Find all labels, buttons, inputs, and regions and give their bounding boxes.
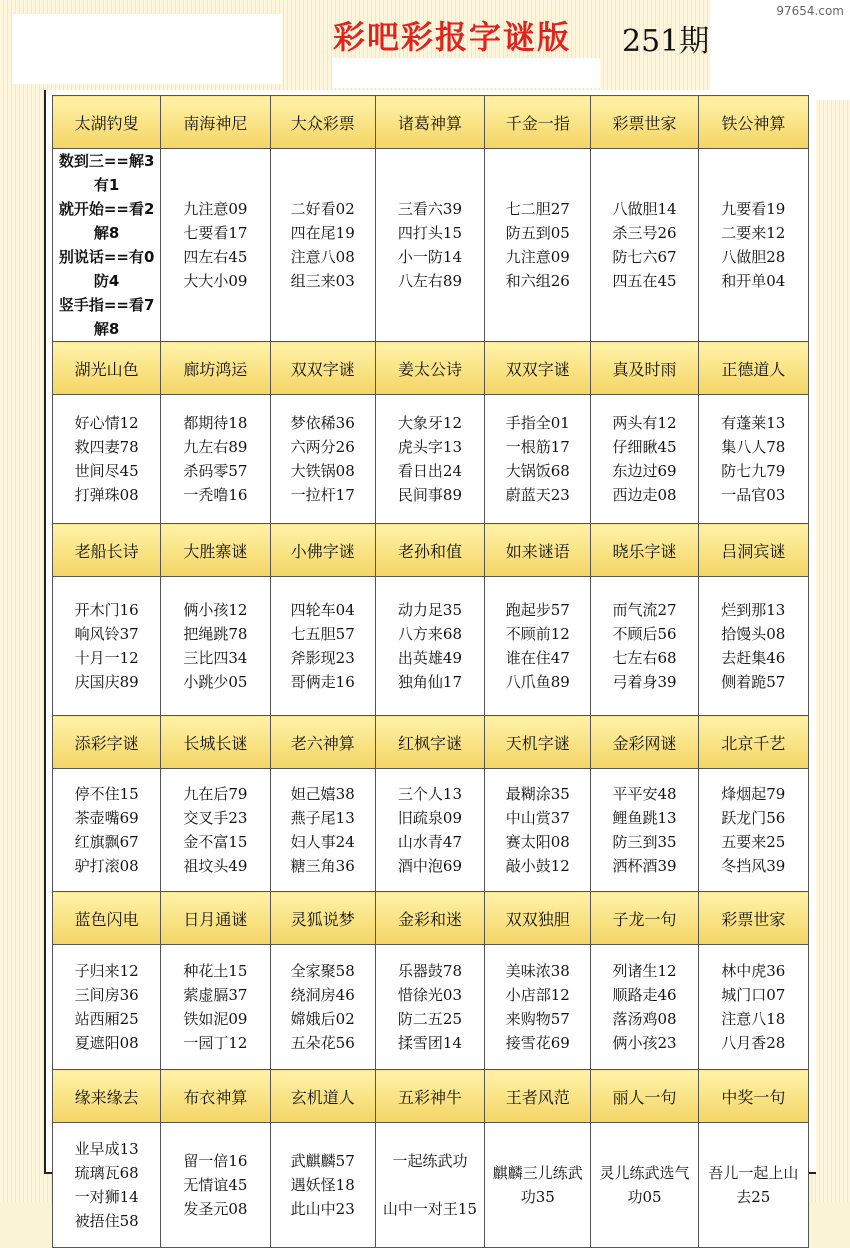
riddle-line: 一对狮14 xyxy=(74,1188,139,1206)
riddle-line: 注意八08 xyxy=(290,248,355,266)
column-header: 中奖一句 xyxy=(698,1070,808,1123)
riddle-row xyxy=(53,149,809,342)
riddle-cell xyxy=(53,1123,161,1248)
riddle-cell xyxy=(591,149,698,342)
riddle-line: 打弹珠08 xyxy=(74,486,139,504)
riddle-line: 灵儿练武选气 xyxy=(599,1164,690,1182)
riddle-cell xyxy=(591,395,698,524)
riddle-line: 中山赏37 xyxy=(505,809,570,827)
riddle-line: 数到三==解3有1 xyxy=(58,152,155,194)
riddle-line: 杀三号26 xyxy=(612,224,677,242)
column-header: 双双字谜 xyxy=(270,342,375,395)
riddle-line: 和六组26 xyxy=(505,272,570,290)
riddle-line: 五朵花56 xyxy=(290,1034,355,1052)
riddle-line: 六两分26 xyxy=(290,438,355,456)
riddle-line: 五要来25 xyxy=(721,833,786,851)
riddle-line: 功05 xyxy=(627,1188,662,1206)
riddle-line: 防七六67 xyxy=(612,248,677,266)
riddle-cell xyxy=(53,577,161,716)
riddle-row xyxy=(53,945,809,1070)
column-header: 金彩和迷 xyxy=(375,892,484,945)
column-header: 金彩网谜 xyxy=(591,716,698,769)
riddle-line: 停不住15 xyxy=(74,785,139,803)
riddle-line: 西边走08 xyxy=(612,486,677,504)
riddle-line: 麒麟三儿练武 xyxy=(492,1164,583,1182)
riddle-line: 山水青47 xyxy=(397,833,463,851)
riddle-cell xyxy=(485,577,591,716)
riddle-line: 功35 xyxy=(520,1188,555,1206)
riddle-table xyxy=(52,95,809,1248)
column-header: 大胜寨谜 xyxy=(161,524,270,577)
riddle-line: 子归来12 xyxy=(74,962,139,980)
riddle-line: 防三到35 xyxy=(612,833,677,851)
column-header: 老孙和值 xyxy=(375,524,484,577)
riddle-line: 被捂住58 xyxy=(74,1212,139,1230)
riddle-cell xyxy=(270,945,375,1070)
riddle-line: 跃龙门56 xyxy=(721,809,786,827)
riddle-line: 遇妖怪18 xyxy=(290,1176,355,1194)
column-header: 彩票世家 xyxy=(698,892,808,945)
riddle-line: 而气流27 xyxy=(612,601,677,619)
riddle-cell xyxy=(698,1123,808,1248)
riddle-line: 谁在住47 xyxy=(505,649,570,667)
riddle-line: 九在后79 xyxy=(183,785,248,803)
header-row xyxy=(53,524,809,577)
riddle-line: 铁如泥09 xyxy=(183,1010,248,1028)
riddle-line: 敲小鼓12 xyxy=(505,857,570,875)
riddle-line: 糖三角36 xyxy=(290,857,355,875)
column-header: 廊坊鸿运 xyxy=(161,342,270,395)
column-header: 南海神尼 xyxy=(161,96,270,149)
riddle-line: 四五在45 xyxy=(612,272,677,290)
column-header: 彩票世家 xyxy=(591,96,698,149)
riddle-cell xyxy=(270,395,375,524)
riddle-line: 大锅饭68 xyxy=(505,462,570,480)
riddle-line: 四打头15 xyxy=(397,224,463,242)
riddle-line: 站西厢25 xyxy=(74,1010,139,1028)
riddle-cell xyxy=(270,1123,375,1248)
riddle-cell xyxy=(53,149,161,342)
riddle-cell xyxy=(485,149,591,342)
riddle-line: 驴打滚08 xyxy=(74,857,139,875)
riddle-line: 一起练武功 xyxy=(392,1152,468,1170)
riddle-line: 四轮车04 xyxy=(290,601,355,619)
riddle-cell xyxy=(375,769,484,892)
issue-number: 251期 xyxy=(622,24,710,59)
riddle-line: 蔚蓝天23 xyxy=(505,486,570,504)
column-header: 小佛字谜 xyxy=(270,524,375,577)
riddle-line: 红旗飘67 xyxy=(74,833,139,851)
riddle-line: 拾馒头08 xyxy=(721,625,786,643)
riddle-line: 开木门16 xyxy=(74,601,139,619)
riddle-line: 山中一对王15 xyxy=(382,1200,478,1218)
riddle-line: 八左右89 xyxy=(397,272,463,290)
riddle-cell xyxy=(161,149,270,342)
column-header: 玄机道人 xyxy=(270,1070,375,1123)
riddle-line: 一秃噜16 xyxy=(183,486,248,504)
riddle-line: 接雪花69 xyxy=(505,1034,570,1052)
riddle-cell xyxy=(375,1123,484,1248)
riddle-cell xyxy=(698,577,808,716)
riddle-line: 十月一12 xyxy=(74,649,139,667)
riddle-line: 大铁锅08 xyxy=(290,462,355,480)
column-header: 真及时雨 xyxy=(591,342,698,395)
riddle-line: 集八人78 xyxy=(721,438,786,456)
column-header: 铁公神算 xyxy=(698,96,808,149)
riddle-line: 虎头字13 xyxy=(397,438,463,456)
riddle-line: 动力足35 xyxy=(397,601,463,619)
header-row xyxy=(53,96,809,149)
riddle-line: 哥俩走16 xyxy=(290,673,355,691)
riddle-line: 交叉手23 xyxy=(183,809,248,827)
riddle-line: 世间尽45 xyxy=(74,462,139,480)
riddle-cell xyxy=(591,1123,698,1248)
column-header: 五彩神牛 xyxy=(375,1070,484,1123)
riddle-line: 小店部12 xyxy=(505,986,570,1004)
riddle-line: 烂到那13 xyxy=(721,601,786,619)
column-header: 太湖钓叟 xyxy=(53,96,161,149)
riddle-line: 跑起步57 xyxy=(505,601,570,619)
riddle-line: 三比四34 xyxy=(183,649,248,667)
riddle-cell xyxy=(698,945,808,1070)
riddle-line: 大大小09 xyxy=(183,272,248,290)
riddle-line: 斧影现23 xyxy=(290,649,355,667)
riddle-line: 留一倍16 xyxy=(183,1152,248,1170)
riddle-line: 竖手指==看7解8 xyxy=(58,296,155,338)
riddle-line: 妇人事24 xyxy=(290,833,355,851)
riddle-cell xyxy=(375,945,484,1070)
riddle-line: 萦虚膈37 xyxy=(183,986,248,1004)
riddle-line: 酒中泡69 xyxy=(397,857,463,875)
riddle-line: 一根筋17 xyxy=(505,438,570,456)
riddle-line: 城门口07 xyxy=(721,986,786,1004)
column-header: 如来谜语 xyxy=(485,524,591,577)
riddle-cell xyxy=(698,769,808,892)
riddle-line: 防五到05 xyxy=(505,224,570,242)
riddle-line: 九注意09 xyxy=(183,200,248,218)
page-title: 彩吧彩报字谜版 xyxy=(333,18,572,56)
riddle-line: 七要看17 xyxy=(183,224,248,242)
riddle-line: 茶壶嘴69 xyxy=(74,809,139,827)
riddle-line: 出英雄49 xyxy=(397,649,463,667)
riddle-line: 去25 xyxy=(736,1188,771,1206)
riddle-line: 看日出24 xyxy=(397,462,463,480)
riddle-line: 不顾后56 xyxy=(612,625,677,643)
column-header: 吕洞宾谜 xyxy=(698,524,808,577)
riddle-line: 金不富15 xyxy=(183,833,248,851)
riddle-line: 来购物57 xyxy=(505,1010,570,1028)
header-row xyxy=(53,892,809,945)
riddle-cell xyxy=(591,945,698,1070)
riddle-cell xyxy=(375,577,484,716)
riddle-line: 琉璃瓦68 xyxy=(74,1164,139,1182)
riddle-cell xyxy=(485,945,591,1070)
column-header: 双双独胆 xyxy=(485,892,591,945)
riddle-cell xyxy=(375,149,484,342)
column-header: 姜太公诗 xyxy=(375,342,484,395)
riddle-line: 俩小孩23 xyxy=(612,1034,677,1052)
column-header: 大众彩票 xyxy=(270,96,375,149)
riddle-line: 三看六39 xyxy=(397,200,463,218)
header-row xyxy=(53,716,809,769)
riddle-line xyxy=(376,1173,484,1197)
riddle-line: 防七九79 xyxy=(721,462,786,480)
riddle-line: 业早成13 xyxy=(74,1140,139,1158)
column-header: 丽人一句 xyxy=(591,1070,698,1123)
riddle-line: 组三来03 xyxy=(290,272,355,290)
riddle-line: 八做胆28 xyxy=(721,248,786,266)
blank-area-left xyxy=(12,14,282,84)
column-header: 子龙一句 xyxy=(591,892,698,945)
riddle-line: 惜徐光03 xyxy=(397,986,463,1004)
riddle-cell xyxy=(698,395,808,524)
column-header: 双双字谜 xyxy=(485,342,591,395)
riddle-cell xyxy=(270,577,375,716)
riddle-cell xyxy=(591,769,698,892)
riddle-cell xyxy=(161,577,270,716)
riddle-line: 民间事89 xyxy=(397,486,463,504)
riddle-cell xyxy=(485,395,591,524)
riddle-line: 有蓬莱13 xyxy=(721,414,786,432)
riddle-line: 一拉杆17 xyxy=(290,486,355,504)
riddle-line: 此山中23 xyxy=(290,1200,355,1218)
riddle-line: 一园丁12 xyxy=(183,1034,248,1052)
riddle-line: 九要看19 xyxy=(721,200,786,218)
riddle-cell xyxy=(161,1123,270,1248)
column-header: 北京千艺 xyxy=(698,716,808,769)
column-header: 湖光山色 xyxy=(53,342,161,395)
riddle-line: 杀码零57 xyxy=(183,462,248,480)
riddle-line: 东边过69 xyxy=(612,462,677,480)
riddle-line: 不顾前12 xyxy=(505,625,570,643)
riddle-line: 就开始==看2解8 xyxy=(58,200,155,242)
riddle-line: 四左右45 xyxy=(183,248,248,266)
riddle-line: 手指全01 xyxy=(505,414,570,432)
riddle-line: 小跳少05 xyxy=(183,673,248,691)
riddle-line: 最糊涂35 xyxy=(505,785,570,803)
riddle-line: 发圣元08 xyxy=(183,1200,248,1218)
riddle-line: 梦依稀36 xyxy=(290,414,355,432)
riddle-line: 独角仙17 xyxy=(397,673,463,691)
riddle-cell xyxy=(375,395,484,524)
column-header: 老六神算 xyxy=(270,716,375,769)
riddle-line: 一品官03 xyxy=(721,486,786,504)
riddle-cell xyxy=(161,769,270,892)
riddle-line: 七左右68 xyxy=(612,649,677,667)
column-header: 红枫字谜 xyxy=(375,716,484,769)
riddle-line: 七五胆57 xyxy=(290,625,355,643)
column-header: 千金一指 xyxy=(485,96,591,149)
riddle-line: 妲己嬉38 xyxy=(290,785,355,803)
riddle-line: 好心情12 xyxy=(74,414,139,432)
column-header: 天机字谜 xyxy=(485,716,591,769)
riddle-line: 和开单04 xyxy=(721,272,786,290)
riddle-line: 九左右89 xyxy=(183,438,248,456)
blank-area-center xyxy=(332,58,600,88)
riddle-line: 俩小孩12 xyxy=(183,601,248,619)
riddle-cell xyxy=(698,149,808,342)
riddle-line: 别说话==有0防4 xyxy=(58,248,155,290)
riddle-line: 全家聚58 xyxy=(290,962,355,980)
riddle-cell xyxy=(270,769,375,892)
riddle-line: 旧疏泉09 xyxy=(397,809,463,827)
riddle-line: 种花土15 xyxy=(183,962,248,980)
riddle-cell xyxy=(485,769,591,892)
column-header: 日月通谜 xyxy=(161,892,270,945)
column-header: 蓝色闪电 xyxy=(53,892,161,945)
riddle-cell xyxy=(270,149,375,342)
riddle-line: 林中虎36 xyxy=(721,962,786,980)
riddle-line: 夏遮阳08 xyxy=(74,1034,139,1052)
column-header: 灵狐说梦 xyxy=(270,892,375,945)
riddle-line: 二要来12 xyxy=(721,224,786,242)
riddle-line: 祖坟头49 xyxy=(183,857,248,875)
riddle-cell xyxy=(161,945,270,1070)
riddle-line: 三个人13 xyxy=(397,785,463,803)
riddle-line: 八方来68 xyxy=(397,625,463,643)
riddle-cell xyxy=(53,945,161,1070)
riddle-line: 侧着跪57 xyxy=(721,673,786,691)
riddle-line: 武麒麟57 xyxy=(290,1152,355,1170)
watermark: 97654.com xyxy=(776,4,844,18)
riddle-row xyxy=(53,395,809,524)
riddle-line: 乐器鼓78 xyxy=(397,962,463,980)
header-row xyxy=(53,1070,809,1123)
riddle-line: 七二胆27 xyxy=(505,200,570,218)
riddle-line: 列诸生12 xyxy=(612,962,677,980)
riddle-line: 吾儿一起上山 xyxy=(708,1164,799,1182)
riddle-line: 八爪鱼89 xyxy=(505,673,570,691)
riddle-cell xyxy=(53,769,161,892)
riddle-line: 三间房36 xyxy=(74,986,139,1004)
column-header: 缘来缘去 xyxy=(53,1070,161,1123)
riddle-line: 庆国庆89 xyxy=(74,673,139,691)
riddle-line: 两头有12 xyxy=(612,414,677,432)
riddle-line: 注意八18 xyxy=(721,1010,786,1028)
riddle-line: 响风铃37 xyxy=(74,625,139,643)
riddle-line: 八月香28 xyxy=(721,1034,786,1052)
riddle-cell xyxy=(53,395,161,524)
riddle-line: 无情谊45 xyxy=(183,1176,248,1194)
riddle-line: 燕子尾13 xyxy=(290,809,355,827)
riddle-line: 去赶集46 xyxy=(721,649,786,667)
riddle-line: 大象牙12 xyxy=(397,414,463,432)
column-header: 长城长谜 xyxy=(161,716,270,769)
riddle-line: 冬挡风39 xyxy=(721,857,786,875)
riddle-line: 九注意09 xyxy=(505,248,570,266)
riddle-line: 落汤鸡08 xyxy=(612,1010,677,1028)
column-header: 布衣神算 xyxy=(161,1070,270,1123)
riddle-line: 绕洞房46 xyxy=(290,986,355,1004)
riddle-line: 都期待18 xyxy=(183,414,248,432)
riddle-row xyxy=(53,769,809,892)
riddle-line: 仔细瞅45 xyxy=(612,438,677,456)
riddle-line: 四在尾19 xyxy=(290,224,355,242)
riddle-cell xyxy=(161,395,270,524)
column-header: 王者风范 xyxy=(485,1070,591,1123)
riddle-line: 救四妻78 xyxy=(74,438,139,456)
riddle-line: 洒杯酒39 xyxy=(612,857,677,875)
column-header: 老船长诗 xyxy=(53,524,161,577)
riddle-line: 顺路走46 xyxy=(612,986,677,1004)
header-row xyxy=(53,342,809,395)
riddle-cell xyxy=(485,1123,591,1248)
riddle-line: 揉雪团14 xyxy=(397,1034,463,1052)
riddle-line: 弓着身39 xyxy=(612,673,677,691)
column-header: 晓乐字谜 xyxy=(591,524,698,577)
riddle-cell xyxy=(591,577,698,716)
riddle-line: 防二五25 xyxy=(397,1010,463,1028)
riddle-line: 嫦娥后02 xyxy=(290,1010,355,1028)
riddle-line: 二好看02 xyxy=(290,200,355,218)
riddle-line: 平平安48 xyxy=(612,785,677,803)
riddle-line: 把绳跳78 xyxy=(183,625,248,643)
riddle-line: 八做胆14 xyxy=(612,200,677,218)
riddle-line: 鲤鱼跳13 xyxy=(612,809,677,827)
riddle-line: 烽烟起79 xyxy=(721,785,786,803)
riddle-row xyxy=(53,1123,809,1248)
riddle-line: 赛太阳08 xyxy=(505,833,570,851)
riddle-row xyxy=(53,577,809,716)
riddle-line: 美味浓38 xyxy=(505,962,570,980)
column-header: 诸葛神算 xyxy=(375,96,484,149)
riddle-line: 小一防14 xyxy=(397,248,463,266)
column-header: 添彩字谜 xyxy=(53,716,161,769)
column-header: 正德道人 xyxy=(698,342,808,395)
